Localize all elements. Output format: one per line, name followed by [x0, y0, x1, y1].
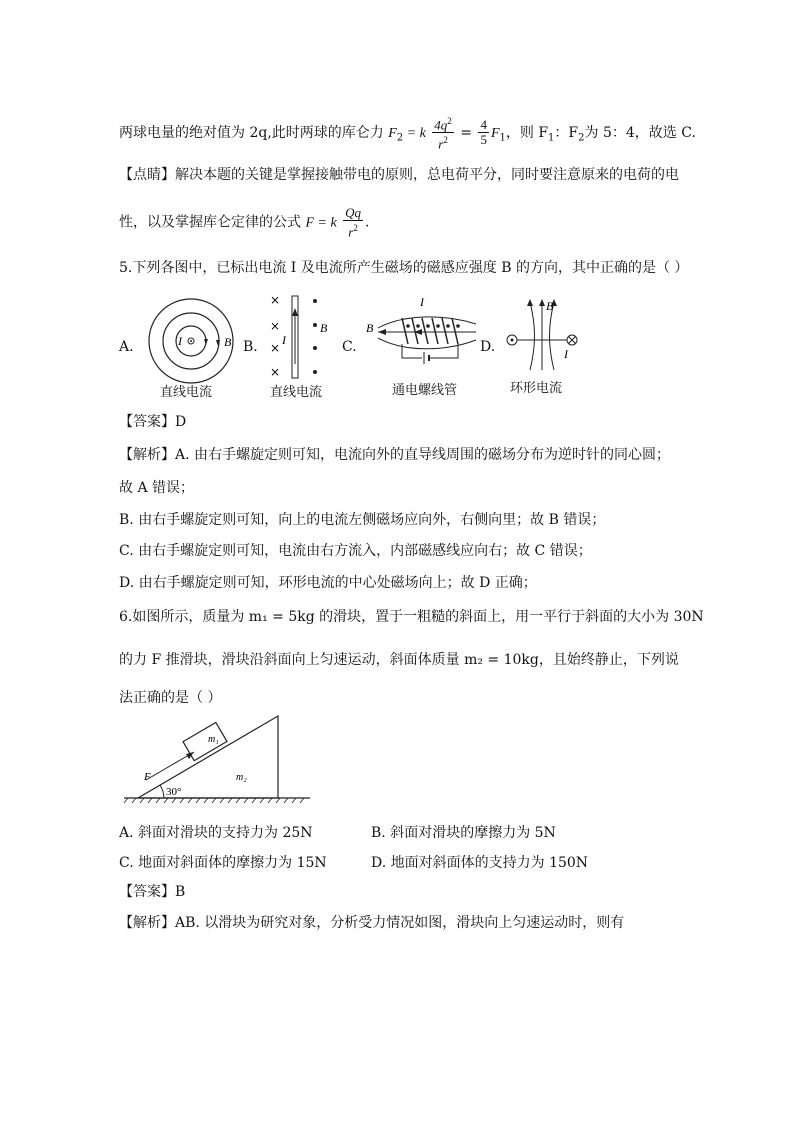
coulomb-result-line: 两球电量的绝对值为 2q,此时两球的库仑力 $F_2 = k$ $\frac{4q^2}{r^2}$ = $\frac{4}{5}$ $F_1$，则 $F_1$：$F_2$为 5：4，故选 C. [119, 116, 696, 152]
q6-option-b: B. 斜面对滑块的摩擦力为 5N [371, 825, 556, 841]
figure-d-ring-current [502, 296, 582, 376]
fraction-4-5: $\frac{4}{5}$ [480, 117, 487, 148]
caption-d: 环形电流 [510, 381, 563, 396]
q5-analysis-1: 【解析】A. 由右手螺旋定则可知，电流向外的直导线周围的磁场分布为逆时针的同心圆； [119, 447, 671, 463]
svg-text:m₂: m₂ [236, 772, 247, 783]
figure-c-solenoid [364, 296, 484, 376]
q5-analysis-4: C. 由右手螺旋定则可知，电流由右方流入，内部磁感线应向右；故 C 错误； [119, 543, 592, 559]
q6-option-a: A. 斜面对滑块的支持力为 25N [119, 825, 313, 841]
q5-answer: 【答案】D [119, 414, 187, 430]
svg-text:F: F [144, 771, 151, 783]
figure-incline-block [124, 712, 314, 804]
svg-text:×: × [270, 294, 281, 307]
figure-b-straight-wire [268, 294, 338, 384]
question-6-line-3: 法正确的是（ ） [119, 690, 222, 706]
caption-a: 直线电流 [160, 385, 213, 400]
question-5-stem: 5.下列各图中，已标出电流 I 及电流所产生磁场的磁感应强度 B 的方向，其中正确的是（ ） [119, 260, 689, 276]
question-6-line-1: 6.如图所示，质量为 m₁ = 5kg 的滑块，置于一粗糙的斜面上，用一平行于斜面的大小为 30N [119, 609, 704, 625]
option-c-letter: C. [342, 339, 357, 355]
svg-text:B: B [320, 321, 328, 335]
caption-c: 通电螺线管 [392, 383, 458, 398]
point-line-1: 【点睛】解决本题的关键是掌握接触带电的原则，总电荷平分，同时要注意原来的电荷的电 [119, 167, 679, 183]
svg-text:m₁: m₁ [208, 734, 219, 745]
svg-text:I: I [178, 334, 182, 348]
figure-a-concentric-circles [146, 296, 236, 386]
svg-text:B: B [366, 321, 374, 335]
svg-text:I: I [564, 347, 568, 361]
option-d-letter: D. [480, 339, 496, 355]
svg-text:×: × [270, 365, 281, 379]
svg-text:×: × [270, 341, 281, 355]
svg-text:B: B [546, 299, 554, 313]
fraction-4q2-r2: $\frac{4q^2}{r^2}$ [434, 116, 452, 152]
svg-text:I: I [420, 296, 424, 309]
point-line-2: 性，以及掌握库仑定律的公式 F = k $\frac{Qq}{r^2}$ . [119, 205, 370, 240]
fraction-Qq-r2: $\frac{Qq}{r^2}$ [345, 205, 362, 240]
caption-b: 直线电流 [270, 385, 323, 400]
svg-text:B: B [224, 335, 232, 349]
q6-answer: 【答案】B [119, 884, 186, 900]
svg-text:I: I [282, 333, 286, 347]
svg-text:×: × [270, 319, 281, 333]
option-a-letter: A. [119, 339, 134, 355]
svg-text:30°: 30° [166, 786, 182, 798]
q5-analysis-3: B. 由右手螺旋定则可知，向上的电流左侧磁场应向外，右侧向里；故 B 错误； [119, 512, 606, 528]
q6-option-c: C. 地面对斜面体的摩擦力为 15N [119, 855, 327, 871]
q6-analysis: 【解析】AB. 以滑块为研究对象，分析受力情况如图，滑块向上匀速运动时，则有 [119, 915, 625, 931]
q5-analysis-2: 故 A 错误； [119, 480, 195, 496]
option-b-letter: B. [243, 339, 258, 355]
q5-analysis-5: D. 由右手螺旋定则可知，环形电流的中心处磁场向上；故 D 正确； [119, 575, 537, 591]
question-6-line-2: 的力 F 推滑块，滑块沿斜面向上匀速运动，斜面体质量 m₂ = 10kg，且始终静止，下列说 [119, 652, 679, 668]
q6-option-d: D. 地面对斜面体的支持力为 150N [371, 855, 589, 871]
